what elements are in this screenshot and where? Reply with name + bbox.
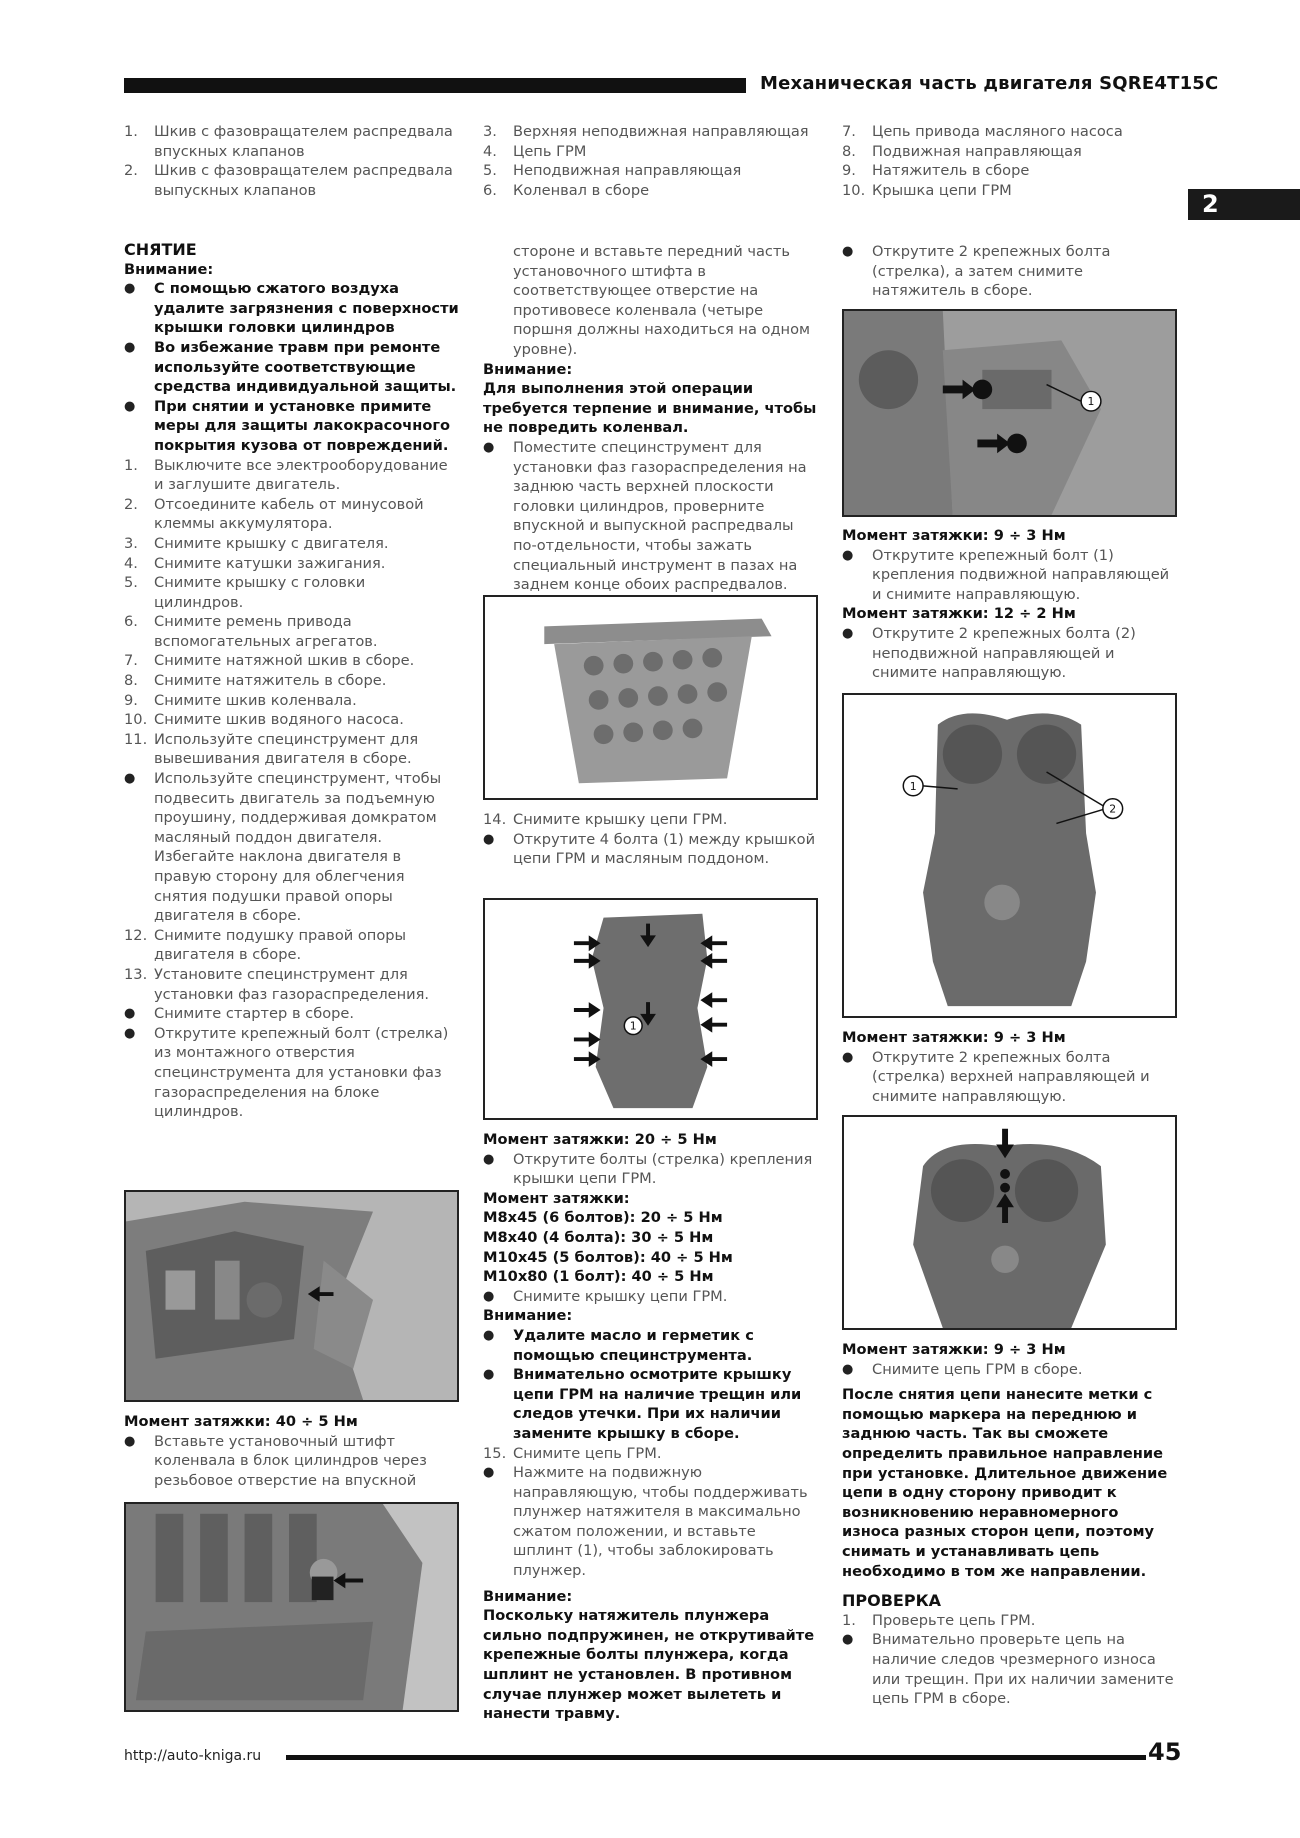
list-item: 6. Снимите ремень привода вспомогательных агрегатов. — [124, 613, 378, 650]
torque-value: M10x80 (1 болт): 40 ÷ 5 Нм — [483, 1268, 714, 1286]
page-header-title: Механическая часть двигателя SQRE4T15C — [760, 73, 1219, 94]
note-text: После снятия цепи нанесите метки с помощью маркера на переднюю и заднюю часть. Так вы сможете определить правильное направление при установке. Длительное движение цепи в одну сторону приводит к возникновению неравномерного износа разных сторон цепи, поэтому снимать и устанавливать цепь необходимо в том же направлении. — [842, 1386, 1168, 1580]
list-item: 6. Коленвал в сборе — [483, 181, 650, 199]
column-1 — [124, 240, 459, 1122]
footer-rule — [286, 1755, 1146, 1760]
list-item: ● Снимите крышку цепи ГРМ. — [483, 1287, 728, 1305]
chapter-tab: 2 — [1188, 189, 1300, 220]
paragraph: стороне и вставьте передний часть установочного штифта в соответствующее отверстие на противовесе коленвала (четыре поршня должны находиться на одном уровне). — [513, 243, 811, 358]
callout-1: 1 — [909, 779, 917, 793]
figure-camshaft-tool — [483, 595, 818, 800]
column-2-lower — [483, 1130, 818, 1724]
callout-1: 1 — [629, 1019, 637, 1033]
legend-col-1 — [124, 122, 459, 200]
list-item: 1. Проверьте цепь ГРМ. — [842, 1611, 1036, 1629]
warning-text: Для выполнения этой операции требуется терпение и внимание, чтобы не повредить коленвал. — [483, 380, 817, 437]
list-item: 1. Шкив с фазовращателем распредвала впускных клапанов — [124, 123, 453, 160]
figure-engine-block — [124, 1190, 459, 1402]
callout-2: 2 — [1109, 802, 1117, 816]
torque-value: Момент затяжки: 9 ÷ 3 Нм — [842, 1341, 1066, 1358]
list-item: 3. Снимите крышку с двигателя. — [124, 534, 389, 552]
column-1-bottom — [124, 1412, 459, 1490]
header-rule — [124, 78, 746, 93]
figure-tensioner — [842, 309, 1177, 517]
list-item: 9. Снимите шкив коленвала. — [124, 691, 357, 709]
legend-col-2 — [483, 122, 818, 200]
torque-value: Момент затяжки: 9 ÷ 3 Нм — [842, 527, 1066, 544]
list-item: 8. Снимите натяжитель в сборе. — [124, 672, 387, 690]
list-item: ● Открутите 2 крепежных болта (стрелка) верхней направляющей и снимите направляющую. — [842, 1048, 1150, 1105]
figure-timing-cover-bolts — [483, 898, 818, 1120]
list-item: 5. Неподвижная направляющая — [483, 162, 742, 180]
list-item: ● Открутите 2 крепежных болта (стрелка), а затем снимите натяжитель в сборе. — [842, 243, 1111, 300]
torque-value: M8x45 (6 болтов): 20 ÷ 5 Нм — [483, 1209, 723, 1227]
list-item: 11. Используйте специнструмент для вывешивания двигателя в сборе. — [124, 730, 419, 768]
list-item: 7. Снимите натяжной шкив в сборе. — [124, 652, 415, 670]
warning-text: Поскольку натяжитель плунжера сильно подпружинен, не открутивайте крепежные болты плунжера, когда шплинт не установлен. В противном случае плунжер может вылететь и нанести травму. — [483, 1607, 815, 1723]
column-3-mid — [842, 526, 1177, 683]
list-item: 8. Подвижная направляющая — [842, 142, 1082, 160]
callout-1: 1 — [1087, 395, 1095, 409]
section-heading: ПРОВЕРКА — [842, 1591, 942, 1611]
torque-value: Момент затяжки: 9 ÷ 3 Нм — [842, 1029, 1066, 1046]
list-item: 10. Снимите шкив водяного насоса. — [124, 711, 404, 729]
list-item: ● Снимите стартер в сборе. — [124, 1005, 355, 1023]
torque-value: M8x40 (4 болта): 30 ÷ 5 Нм — [483, 1228, 714, 1246]
list-item: 4. Снимите катушки зажигания. — [124, 554, 386, 572]
list-item: ● Во избежание травм при ремонте используйте соответствующие средства индивидуальной защиты. — [124, 338, 457, 396]
list-item: 13. Установите специнструмент для установки фаз газораспределения. — [124, 965, 430, 1003]
column-2 — [483, 242, 818, 595]
list-item: ● Открутите крепежный болт (1) крепления подвижной направляющей и снимите направляющую. — [842, 546, 1170, 603]
list-item: ● Открутите болты (стрелка) крепления крышки цепи ГРМ. — [483, 1150, 813, 1188]
section-heading: СНЯТИЕ — [124, 240, 197, 259]
list-item: ● Открутите 4 болта (1) между крышкой цепи ГРМ и масляным поддоном. — [483, 830, 816, 868]
list-item: ● Поместите специнструмент для установки фаз газораспределения на заднюю часть верхней плоскости головки цилиндров, проверните впускной и выпускной распредвалы по-отдельности, чтобы зажать специальный инструмент в пазах на заднем конце обоих распредвалов. — [483, 438, 807, 594]
warning-label: Внимание: — [483, 1587, 573, 1605]
list-item: 7. Цепь привода масляного насоса — [842, 123, 1123, 140]
list-item: ● Открутите крепежный болт (стрелка) из монтажного отверстия специнструмента для установки фаз газораспределения на блоке цилиндров. — [124, 1024, 449, 1121]
list-item: ● При снятии и установке примите меры для защиты лакокрасочного покрытия кузова от повреждений. — [124, 397, 451, 454]
warning-label: Внимание: — [483, 1307, 573, 1325]
list-item: ● Используйте специнструмент, чтобы подвесить двигатель за подъемную проушину, поддерживая домкратом масляный поддон двигателя. Избегайте наклона двигателя в правую сторону для облегчения снятия подушки правой опоры двигателя в сборе. — [124, 770, 442, 925]
column-3 — [842, 242, 1177, 301]
page-number: 45 — [1148, 1738, 1182, 1766]
list-item: 4. Цепь ГРМ — [483, 142, 587, 160]
torque-value: Момент затяжки: 40 ÷ 5 Нм — [124, 1413, 358, 1430]
list-item: 15. Снимите цепь ГРМ. — [483, 1444, 662, 1462]
list-item: ● С помощью сжатого воздуха удалите загрязнения с поверхности крышки головки цилиндров — [124, 280, 459, 337]
list-item: 10. Крышка цепи ГРМ — [842, 181, 1012, 199]
list-item: 1. Выключите все электрооборудование и заглушите двигатель. — [124, 456, 448, 494]
list-item: 2. Отсоедините кабель от минусовой клеммы аккумулятора. — [124, 495, 424, 533]
list-item: 9. Натяжитель в сборе — [842, 162, 1030, 180]
list-item: ● Нажмите на подвижную направляющую, чтобы поддерживать плунжер натяжителя в максимально сжатом положении, и вставьте шплинт (1), чтобы заблокировать плунжер. — [483, 1464, 808, 1580]
legend-col-3 — [842, 122, 1177, 200]
figure-chain-guides — [842, 693, 1177, 1018]
list-item: ● Внимательно проверьте цепь на наличие следов чрезмерного износа или трещин. При их наличии замените цепь ГРМ в сборе. — [842, 1631, 1174, 1708]
list-item: 5. Снимите крышку с головки цилиндров. — [124, 574, 366, 611]
figure-upper-guide — [842, 1115, 1177, 1330]
footer-url[interactable]: http://auto-kniga.ru — [124, 1748, 262, 1764]
column-3-bottom — [842, 1340, 1177, 1709]
list-item: 3. Верхняя неподвижная направляющая — [483, 123, 809, 140]
warning-label: Внимание: — [483, 360, 573, 378]
torque-label: Момент затяжки: — [483, 1189, 630, 1207]
column-2-mid — [483, 810, 818, 869]
warning-label: Внимание: — [124, 260, 214, 278]
list-item: 2. Шкив с фазовращателем распредвала выпускных клапанов — [124, 162, 453, 199]
torque-value: Момент затяжки: 12 ÷ 2 Нм — [842, 605, 1076, 623]
list-item: ● Внимательно осмотрите крышку цепи ГРМ на наличие трещин или следов утечки. При их наличии замените крышку в сборе. — [483, 1366, 802, 1442]
figure-crankshaft-pin — [124, 1502, 459, 1712]
list-item: ● Снимите цепь ГРМ в сборе. — [842, 1360, 1083, 1378]
list-item: 12. Снимите подушку правой опоры двигателя в сборе. — [124, 926, 407, 964]
column-3-lower — [842, 1028, 1177, 1106]
list-item: ● Открутите 2 крепежных болта (2) неподвижной направляющей и снимите направляющую. — [842, 624, 1136, 682]
list-item: 14. Снимите крышку цепи ГРМ. — [483, 811, 728, 828]
torque-value: M10x45 (5 болтов): 40 ÷ 5 Нм — [483, 1248, 733, 1266]
list-item: ● Вставьте установочный штифт коленвала в блок цилиндров через резьбовое отверстие на впускной — [124, 1432, 427, 1489]
list-item: ● Удалите масло и герметик с помощью специнструмента. — [483, 1326, 754, 1364]
torque-value: Момент затяжки: 20 ÷ 5 Нм — [483, 1131, 717, 1148]
